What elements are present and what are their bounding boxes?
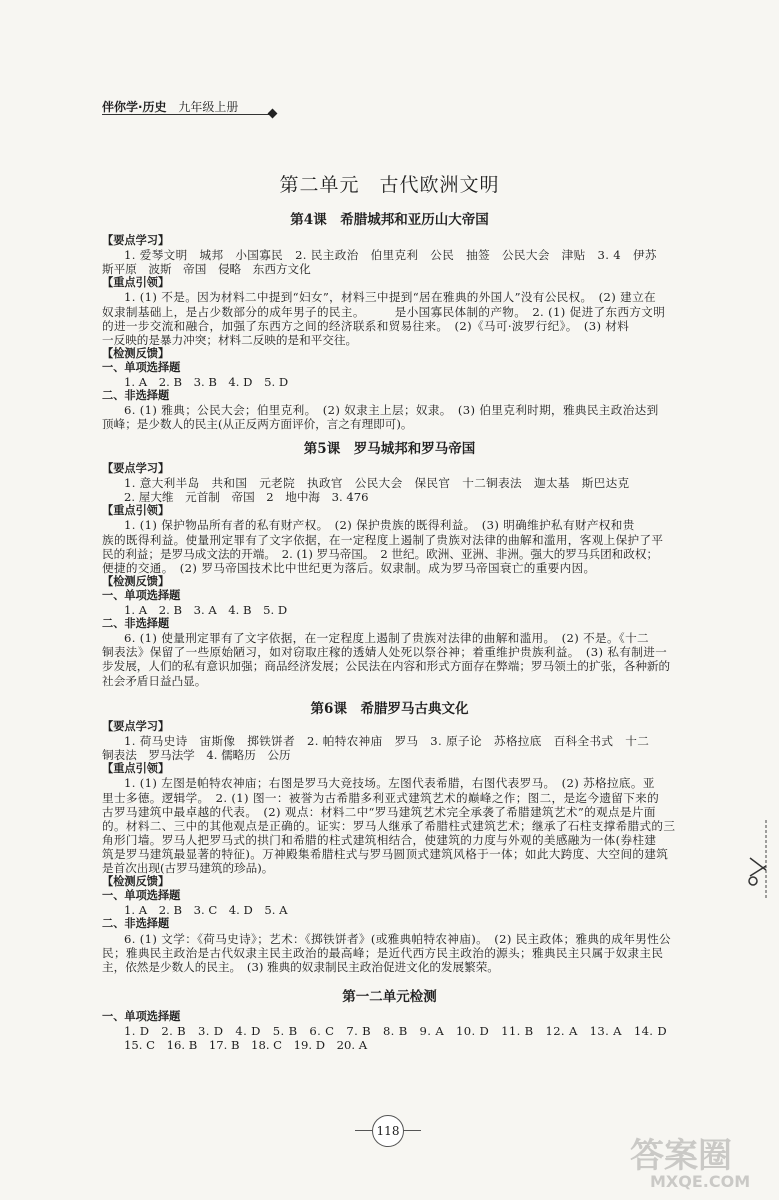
unit_test-title: 第一二单元检测 [342,989,437,1005]
answer-line: 便捷的交通。 (2) 罗马帝国技术比中世纪更为落后。奴隶制。成为罗马帝国衰亡的重要内因。 [102,560,596,575]
answer-line: 6. (1) 雅典；公民大会；伯里克利。 (2) 奴隶主上层；奴隶。 (3) 伯里克利时期，雅典民主政治达到 [124,403,659,418]
section-label: 一、单项选择题 [102,889,181,903]
scissors-icon [748,820,768,900]
answer-line: 步发展，人们的私有意识加强；商品经济发展；公民法在内容和形式方面存在弊端；罗马领土的扩张，各种新的 [102,659,671,674]
section-label: 二、非选择题 [102,389,170,403]
answer-line: 是首次出现(古罗马建筑的珍品)。 [102,861,274,875]
unit-title: 第二单元 古代欧洲文明 [279,174,500,196]
header-diamond-icon [268,109,278,119]
section-label: 二、非选择题 [102,617,170,631]
section-label: 【检测反馈】 [102,574,170,588]
answer-line: 1. 意大利半岛 共和国 元老院 执政官 公民大会 保民官 十二铜表法 迦太基 斯巴达克 [124,476,630,491]
answer-line: 6. (1) 使量刑定罪有了文字依据，在一定程度上遏制了贵族对法律的曲解和滥用。 (2) 不是。《十二 [124,631,649,646]
answer-line: 古罗马建筑中最卓越的代表。 (2) 观点：材料二中“罗马建筑艺术完全承袭了希腊建筑艺术”的观点是片面 [102,804,656,819]
answer-line: 1. A 2. B 3. B 4. D 5. D [124,375,289,389]
answer-line: 1. D 2. B 3. D 4. D 5. B 6. C 7. B 8. B 9. A 10. D 11. B 12. A 13. A 14. D [124,1024,668,1039]
answer-line: 1. A 2. B 3. C 4. D 5. A [124,903,288,918]
watermark-text: 答案圈 [630,1136,732,1176]
section-label: 【要点学习】 [102,234,170,247]
watermark-logo [630,1128,770,1196]
answer-line: 主，依然是少数人的民主。 (3) 雅典的奴隶制民主政治促进文化的发展繁荣。 [102,959,499,974]
lesson6-title: 第6课 希腊罗马古典文化 [310,701,469,717]
answer-line: 奴隶制基础上，是占少数部分的成年男子的民主。 是小国寡民体制的产物。 2. (1) 促进了东西方文明 [102,304,666,319]
section-label: 【重点引领】 [102,762,170,776]
answer-line: 的进一步交流和融合，加强了东西方之间的经济联系和贸易往来。 (2)《马可·波罗行纪》。 (3) 材料 [102,318,630,333]
section-label: 【检测反馈】 [102,875,170,889]
section-label: 【重点引领】 [102,276,170,290]
answer-line: 2. 屋大维 元首制 帝国 2 地中海 3. 476 [124,490,369,505]
answer-line: 顶峰；是少数人的民主(从正反两方面评价，言之有理即可)。 [102,417,413,432]
answer-line: 1. (1) 不是。因为材料二中提到“妇女”，材料三中提到“居在雅典的外国人”没有公民权。 (2) 建立在 [124,290,656,305]
section-label: 【检测反馈】 [102,346,170,360]
answer-line: 1. A 2. B 3. A 4. B 5. D [124,603,288,617]
page-number: 118 [372,1115,404,1147]
section-label: 【要点学习】 [102,720,170,733]
answer-line: 6. (1) 文学：《荷马史诗》；艺术：《掷铁饼者》(或雅典帕特农神庙)。 (2) 民主政体；雅典的成年男性公 [124,931,671,946]
answer-line: 民；雅典民主政治是古代奴隶主民主政治的最高峰；是近代西方民主政治的源头；雅典民主只属于奴隶主民 [102,945,664,960]
series-name: 伴你学·历史 [102,100,167,114]
answer-line: 一反映的是暴力冲突；材料二反映的是和平交往。 [102,332,358,347]
answer-line: 铜表法》保留了一些原始陋习，如对窃取庄稼的透婧人处死以祭谷神；着重维护贵族利益。 (3) 私有制进一 [102,645,668,660]
section-label: 二、非选择题 [102,917,170,931]
lesson5-title: 第5课 罗马城邦和罗马帝国 [303,441,476,457]
section-label: 【要点学习】 [102,462,170,475]
answer-line: 1. (1) 保护物品所有者的私有财产权。 (2) 保护贵族的既得利益。 (3) 明确维护私有财产权和贵 [124,518,635,533]
answer-line: 的。材料二、三中的其他观点是正确的。证实：罗马人继承了希腊柱式建筑艺术；继承了石柱支撑希腊式的三 [102,818,676,833]
answer-line: 斯平原 波斯 帝国 侵略 东西方文化 [102,262,311,277]
section-label: 一、单项选择题 [102,588,181,602]
lesson4-title: 第4课 希腊城邦和亚历山大帝国 [290,212,489,228]
section-label: 一、单项选择题 [102,360,181,374]
watermark-url: MXQE.COM [650,1172,751,1191]
header-rule [102,114,272,115]
answer-line: 里士多德。逻辑学。 2. (1) 图一：被誉为古希腊多利亚式建筑艺术的巅峰之作；图二，是迄今遗留下来的 [102,790,660,805]
answer-line: 15. C 16. B 17. B 18. C 19. D 20. A [124,1038,368,1053]
grade-label: 九年级上册 [178,100,239,114]
answer-line: 1. 爱琴文明 城邦 小国寡民 2. 民主政治 伯里克利 公民 抽签 公民大会 津贴 3. 4 伊苏 [124,248,657,263]
section-label: 一、单项选择题 [102,1010,181,1023]
section-label: 【重点引领】 [102,504,170,518]
answer-line: 角形门墙。罗马人把罗马式的拱门和希腊的柱式建筑相结合，使建筑的力度与外观的美感融为一体(券柱建 [102,832,657,847]
answer-line: 1. (1) 左图是帕特农神庙；右图是罗马大竞技场。左图代表希腊，右图代表罗马。 (2) 苏格拉底。亚 [124,776,655,791]
answer-line: 社会矛盾日益凸显。 [102,673,207,688]
answer-line: 铜表法 罗马法学 4. 儒略历 公历 [102,748,291,763]
book-header [102,98,238,115]
answer-line: 筑是罗马建筑最显著的特征)。万神殿集希腊柱式与罗马圆顶式建筑风格于一体；如此大跨度、大空间的建筑 [102,846,669,861]
answer-line: 1. 荷马史诗 宙斯像 掷铁饼者 2. 帕特农神庙 罗马 3. 原子论 苏格拉底 百科全书式 十二 [124,734,650,749]
answer-line: 民的利益；是罗马成文法的开端。 2. (1) 罗马帝国。 2 世纪。欧洲、亚洲、非洲。强大的罗马兵团和政权； [102,546,659,561]
answer-line: 族的既得利益。使量刑定罪有了文字依据，在一定程度上遏制了贵族对法律的曲解和滥用，客观上保护了平 [102,532,664,547]
